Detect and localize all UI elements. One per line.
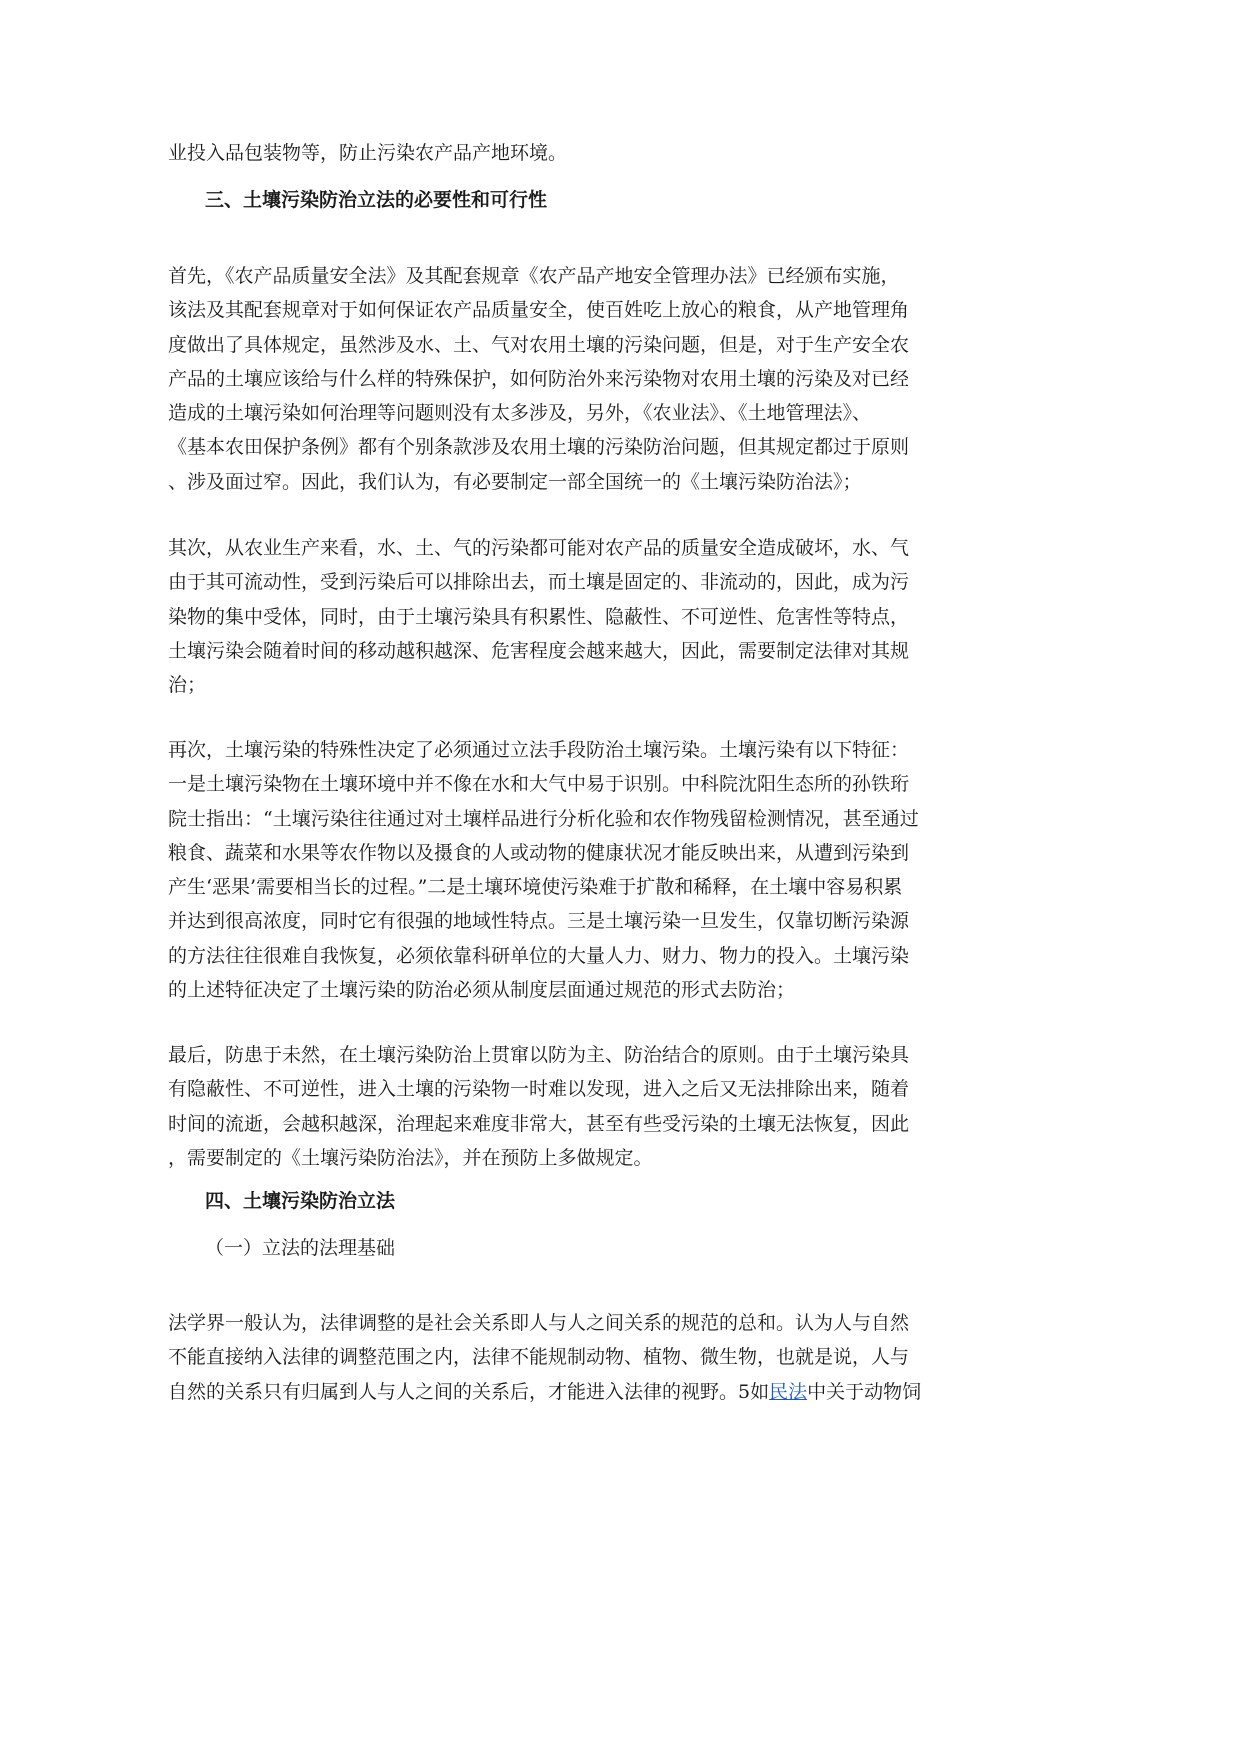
text-line: 院士指出：“土壤污染往往通过对土壤样品进行分析化验和农作物残留检测情况，甚至通过 [168,807,919,830]
civil-law-link[interactable]: 民法 [769,1380,808,1403]
text-line: 并达到很高浓度，同时它有很强的地域性特点。三是土壤污染一旦发生，仅靠切断污染源 [168,910,910,933]
text-line: 该法及其配套规章对于如何保证农产品质量安全，使百姓吃上放心的粮食，从产地管理角 [168,299,910,322]
paragraph-4 [168,1038,940,1175]
text-line: 治； [168,674,207,697]
paragraph-1 [168,259,940,499]
section-heading-3: 三、土壤污染防治立法的必要性和可行性 [205,189,548,211]
text-line: 业投入品包装物等，防止污染农产品产地环境。 [168,142,568,164]
text-line: 土壤污染会随着时间的移动越积越深、危害程度会越来越大，因此，需要制定法律对其规 [168,639,910,662]
text-line: 首先，《农产品质量安全法》及其配套规章《农产品产地安全管理办法》已经颁布实施， [168,265,900,287]
continuation-paragraph [168,136,940,170]
text-segment: 中关于动物饲 [807,1380,922,1403]
text-line: 《基本农田保护条例》都有个别条款涉及农用土壤的污染防治问题，但其规定都过于原则 [168,436,910,459]
text-line-with-link [168,1375,940,1409]
text-line: 产生‘恶果’需要相当长的过程。”二是土壤环境使污染难于扩散和稀释，在土壤中容易积累 [168,876,903,899]
text-line: ，需要制定的《土壤污染防治法》，并在预防上多做规定。 [168,1146,653,1169]
text-line: 、涉及面过窄。因此，我们认为，有必要制定一部全国统一的《土壤污染防治法》； [168,470,862,493]
paragraph-2 [168,531,940,702]
subsection-heading-1: （一）立法的法理基础 [205,1237,396,1259]
text-line: 粮食、蔬菜和水果等农作物以及摄食的人或动物的健康状况才能反映出来，从遭到污染到 [168,841,910,864]
paragraph-3 [168,733,940,1007]
text-line: 染物的集中受体，同时，由于土壤污染具有积累性、隐蔽性、不可逆性、危害性等特点， [168,605,910,628]
text-line: 的方法往往很难自我恢复，必须依靠科研单位的大量人力、财力、物力的投入。土壤污染 [168,944,910,967]
text-line: 度做出了具体规定，虽然涉及水、土、气对农用土壤的污染问题，但是，对于生产安全农 [168,333,910,356]
text-line: 不能直接纳入法律的调整范围之内，法律不能规制动物、植物、微生物，也就是说，人与 [168,1346,910,1369]
text-line: 其次，从农业生产来看，水、土、气的污染都可能对农产品的质量安全造成破坏，水、气 [168,537,910,559]
text-line: 时间的流逝，会越积越深，治理起来难度非常大，甚至有些受污染的土壤无法恢复，因此 [168,1112,910,1135]
text-line: 由于其可流动性，受到污染后可以排除出去，而土壤是固定的、非流动的，因此，成为污 [168,571,910,594]
text-line: 造成的土壤污染如何治理等问题则没有太多涉及，另外，《农业法》、《土地管理法》、 [168,402,872,425]
text-segment: 自然的关系只有归属到人与人之间的关系后，才能进入法律的视野。5如 [168,1380,770,1403]
text-line: 产品的土壤应该给与什么样的特殊保护，如何防治外来污染物对农用土壤的污染及对已经 [168,367,910,390]
text-line: 有隐蔽性、不可逆性，进入土壤的污染物一时难以发现，进入之后又无法排除出来，随着 [168,1078,910,1101]
text-line: 一是土壤污染物在土壤环境中并不像在水和大气中易于识别。中科院沈阳生态所的孙铁珩 [168,773,910,796]
text-line: 最后，防患于未然，在土壤污染防治上贯窜以防为主、防治结合的原则。由于土壤污染具 [168,1044,910,1066]
text-line: 的上述特征决定了土壤污染的防治必须从制度层面通过规范的形式去防治； [168,979,796,1002]
section-heading-4: 四、土壤污染防治立法 [205,1190,396,1212]
paragraph-5 [168,1306,940,1409]
text-line: 再次，土壤污染的特殊性决定了必须通过立法手段防治土壤污染。土壤污染有以下特征： [168,739,910,761]
text-line: 法学界一般认为，法律调整的是社会关系即人与人之间关系的规范的总和。认为人与自然 [168,1312,910,1334]
